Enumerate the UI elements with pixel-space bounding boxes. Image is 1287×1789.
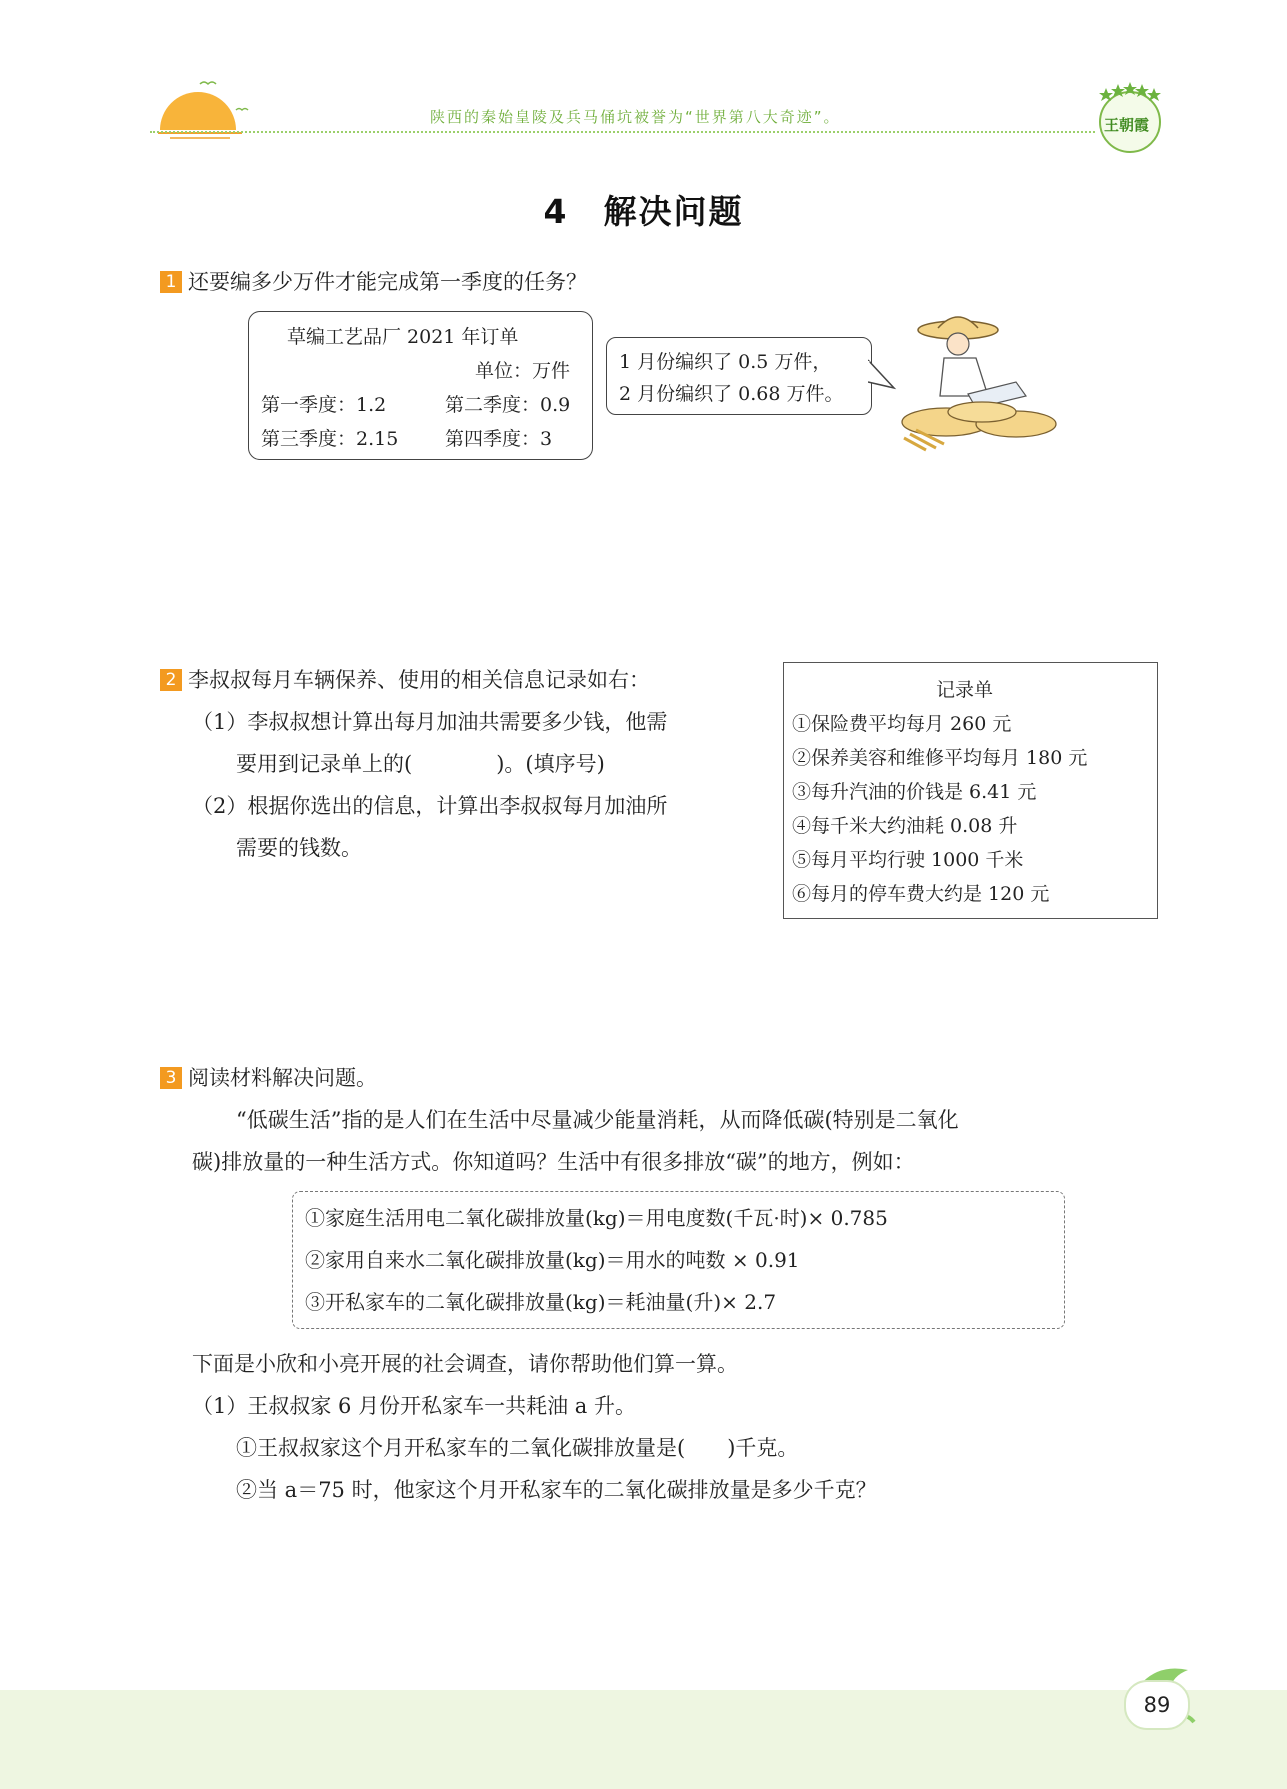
speech-bubble — [606, 337, 872, 415]
q2-sub2-line1: （2）根据你选出的信息，计算出李叔叔每月加油所 — [192, 794, 668, 818]
formula-item: ③开私家车的二氧化碳排放量(kg)＝耗油量(升)× 2.7 — [305, 1290, 777, 1314]
record-item: ①保险费平均每月 260 元 — [792, 713, 1012, 735]
order-q4: 第四季度：3 — [445, 428, 553, 450]
q3-paragraph-line2: 碳)排放量的一种生活方式。你知道吗？生活中有很多排放“碳”的地方，例如： — [192, 1150, 915, 1174]
header-tagline: 陕西的秦始皇陵及兵马俑坑被誉为“世界第八大奇迹”。 — [430, 108, 841, 126]
question-number-2: 2 — [160, 669, 182, 691]
formula-item: ②家用自来水二氧化碳排放量(kg)＝用水的吨数 × 0.91 — [305, 1248, 800, 1272]
formula-item: ①家庭生活用电二氧化碳排放量(kg)＝用电度数(千瓦·时)× 0.785 — [305, 1206, 888, 1230]
q3-paragraph-line1: “低碳生活”指的是人们在生活中尽量减少能量消耗，从而降低碳(特别是二氧化 — [236, 1108, 959, 1132]
bubble-tail-icon — [868, 358, 898, 394]
page-number: 89 — [1143, 1693, 1171, 1717]
record-item: ③每升汽油的价钱是 6.41 元 — [792, 781, 1037, 803]
order-q2: 第二季度：0.9 — [445, 394, 571, 416]
header-divider — [150, 131, 1095, 133]
page-number-badge — [1124, 1680, 1190, 1730]
order-box-unit: 单位：万件 — [475, 360, 571, 382]
record-item: ②保养美容和维修平均每月 180 元 — [792, 747, 1088, 769]
question-3-title: 阅读材料解决问题。 — [188, 1066, 377, 1090]
question-number-3: 3 — [160, 1067, 182, 1089]
question-2 — [160, 664, 650, 694]
order-box — [248, 311, 593, 460]
q3-sub1: （1）王叔叔家 6 月份开私家车一共耗油 a 升。 — [192, 1394, 636, 1418]
straw-hat-weaver-illustration — [896, 312, 1076, 462]
record-title: 记录单 — [936, 679, 994, 701]
page-title: 4 解决问题 — [543, 192, 744, 231]
footer-band — [0, 1690, 1287, 1789]
brand-logo — [1090, 78, 1170, 158]
formula-box — [292, 1191, 1065, 1329]
question-3 — [160, 1062, 377, 1092]
q3-survey-text: 下面是小欣和小亮开展的社会调查，请你帮助他们算一算。 — [192, 1352, 738, 1376]
q2-sub1-line2: 要用到记录单上的( )。(填序号) — [236, 752, 605, 776]
sun-logo-icon — [150, 78, 250, 148]
record-item: ④每千米大约油耗 0.08 升 — [792, 815, 1018, 837]
question-1-text: 还要编多少万件才能完成第一季度的任务？ — [188, 270, 587, 294]
record-item: ⑤每月平均行驶 1000 千米 — [792, 849, 1024, 871]
question-2-intro: 李叔叔每月车辆保养、使用的相关信息记录如右： — [188, 668, 650, 692]
record-item: ⑥每月的停车费大约是 120 元 — [792, 883, 1050, 905]
bubble-line-2: 2 月份编织了 0.68 万件。 — [619, 383, 844, 405]
q2-sub2-line2: 需要的钱数。 — [236, 836, 362, 860]
record-sheet — [783, 662, 1158, 919]
logo-text: 王朝霞 — [1104, 116, 1150, 134]
order-q3: 第三季度：2.15 — [261, 428, 399, 450]
q3-sub1-a: ①王叔叔家这个月开私家车的二氧化碳排放量是( )千克。 — [236, 1436, 799, 1460]
bubble-line-1: 1 月份编织了 0.5 万件， — [619, 351, 832, 373]
question-number-1: 1 — [160, 271, 182, 293]
q3-sub1-b: ②当 a＝75 时，他家这个月开私家车的二氧化碳排放量是多少千克？ — [236, 1478, 877, 1502]
order-box-title: 草编工艺品厂 2021 年订单 — [287, 326, 519, 348]
question-1 — [160, 266, 587, 296]
order-q1: 第一季度：1.2 — [261, 394, 387, 416]
q2-sub1-line1: （1）李叔叔想计算出每月加油共需要多少钱，他需 — [192, 710, 668, 734]
